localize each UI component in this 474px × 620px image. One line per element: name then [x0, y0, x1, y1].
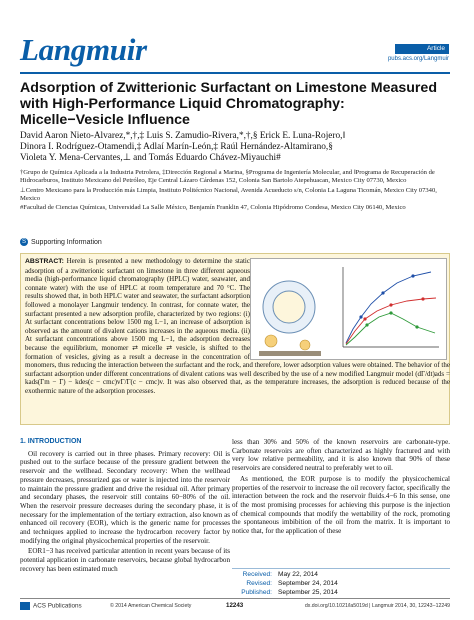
paragraph: less than 30% and 50% of the known reservoirs are carbonate-type. Carbonate reservoirs are often characterized as highly fractured and with very low relative permeability, and it is also known that 90% of these reservoirs are considered neutral to preferably wet to oil. [232, 438, 450, 473]
abstract-lead: ABSTRACT: [25, 258, 64, 265]
supporting-info-icon: S [21, 239, 26, 245]
abstract-text: Herein is presented a new methodology to determine the static adsorption of a zwitterionic surfactant on limestone in three different aqueous media (high-performance liquid chromatography (HPLC) water, seawater, and connate water) with the use of HPLC at room temperature and 70 °C. The results showed that, in both HPLC water and seawater, the surfactant adsorption followed a monolayer Langmuir tendency. In contrast, for connate water, the surfactant presented a new adsorption profile, characterized by two regions: (i) At surfactant concentrations below 1500 mg L−1, an increase of adsorption is observed as the amount of divalent cations increases in the aqueous media. (ii) At surfactant concentrations above 1500 mg L−1, the adsorption decreases because the equilibrium, monomer ⇄ micelle ⇄ vesicle, is shifted to the formation of vesicles, giving as a result a decrease in the concentration of monomers, thus reducing the interaction between the surfactant and the rock, and therefore, lower adsorption values were obtained. The behavior of the surfactant adsorption under different concentrations of divalent cations was well described by the use of a new modified Langmuir model (dΓ/dt)ads = kads(Γm − Γ) − kdes(c − cmc)vΓ/Γ(c − cmc)v. It was also observed that, as the temperature increases, the adsorption is reduced because of the exothermic nature of the adsorption processes. [25, 257, 450, 395]
paragraph: As mentioned, the EOR purpose is to modify the physicochemical properties of the reservoir to increase the oil recovery factor, specifically the interaction between the rock and the reservoir fluids.4−6 In this sense, one of the most promising processes for achieving this purpose is the injection of chemical compounds that modify the wettability of the rock, promoting the spontaneous imbibition of the oil from the matrix. It is important to notice that, for the application of these [232, 474, 450, 536]
revised-label: Revised: [246, 580, 272, 587]
revised-date: September 24, 2014 [278, 580, 338, 587]
journal-url[interactable]: pubs.acs.org/Langmuir [387, 56, 449, 62]
published-date: September 25, 2014 [278, 589, 338, 596]
publication-dates [232, 570, 450, 597]
affiliation-1: †Grupo de Química Aplicada a la Industria Petrolera, ‡Dirección Regional a Marina, §Programa de Ingeniería Molecular, and ‖Programa de Recuperación de Hidrocarburos, Instituto Mexicano del Petróleo, Eje Central Lázaro Cárdenas 152, Colonia San Bartolo Atepehuacan, Mexico City 07730, Mexico [20, 169, 435, 185]
body-column-left [20, 438, 230, 576]
supporting-info-link[interactable] [20, 238, 102, 246]
paragraph: Oil recovery is carried out in three phases. Primary recovery: Oil is pushed out to the surface because of the pressure gradient between the reservoir and the wellhead. Secondary recovery: When the wellhead pressure decreases, pressurized gas or water is injected into the reservoir to maintain the pressure gradient and drive the residual oil. After primary and secondary phases, the reservoir still contains 60−80% of the oil. When the reservoir pressure decreases during the secondary phase, it is necessary for the implementation of the tertiary extraction, also known as enhanced oil recovery (EOR), which is the generic name for processes and techniques applied to increase the hydrocarbon recovery factor by modifying the original physicochemical properties of the reservoir. [20, 449, 230, 545]
journal-title: Langmuir [20, 32, 147, 67]
header-rule [20, 72, 450, 74]
body-column-right [232, 438, 450, 538]
copyright: © 2014 American Chemical Society [110, 603, 192, 609]
page-number: 12243 [226, 602, 244, 609]
abstract [25, 257, 450, 396]
author-line-1: David Aaron Nieto-Alvarez,*,†,‡ Luis S. Zamudio-Rivera,*,†,§ Erick E. Luna-Rojero,‖ [20, 131, 346, 141]
article-type-badge: Article [395, 44, 449, 54]
affiliations [20, 169, 450, 213]
publisher-logo[interactable] [20, 602, 82, 610]
affiliation-2: ⊥Centro Mexicano para la Producción más Limpia, Instituto Politécnico Nacional, Avenida Acueducto s/n, Colonia La Laguna Ticomán, Mexico City 07340, Mexico [20, 186, 437, 202]
author-line-3: Violeta Y. Mena-Cervantes,⊥ and Tomás Eduardo Chávez-Miyauchi# [20, 153, 281, 163]
paragraph: EOR1−3 has received particular attention in recent years because of its potential application in carbonate reservoirs, because global hydrocarbon recovery has been estimated much [20, 547, 230, 573]
received-label: Received: [242, 571, 272, 578]
article-title: Adsorption of Zwitterionic Surfactant on Limestone Measured with High-Performance Liquid Chromatography: Micelle−Vesicle Influence [20, 80, 437, 128]
acs-logo-icon [20, 602, 30, 610]
received-date: May 22, 2014 [278, 571, 318, 578]
publisher-name: ACS Publications [33, 602, 82, 610]
doi-citation[interactable]: dx.doi.org/10.1021/la5019d | Langmuir 2014, 30, 12243−12249 [304, 603, 450, 609]
affiliation-3: #Facultad de Ciencias Químicas, Universidad La Salle México, Benjamín Franklin 47, Colonia Hipódromo Condesa, Mexico City 06140, Mexico [20, 204, 406, 212]
published-label: Published: [241, 589, 272, 596]
author-list [20, 131, 450, 164]
supporting-info-label: Supporting Information [31, 238, 102, 246]
author-line-2: Dinora I. Rodríguez-Otamendi,‡ Adlaí Marín-León,‡ Raúl Hernández-Altamirano,§ [20, 142, 333, 152]
section-heading-introduction: 1. INTRODUCTION [20, 438, 82, 445]
footer-rule [20, 598, 450, 599]
dates-rule [232, 568, 450, 569]
